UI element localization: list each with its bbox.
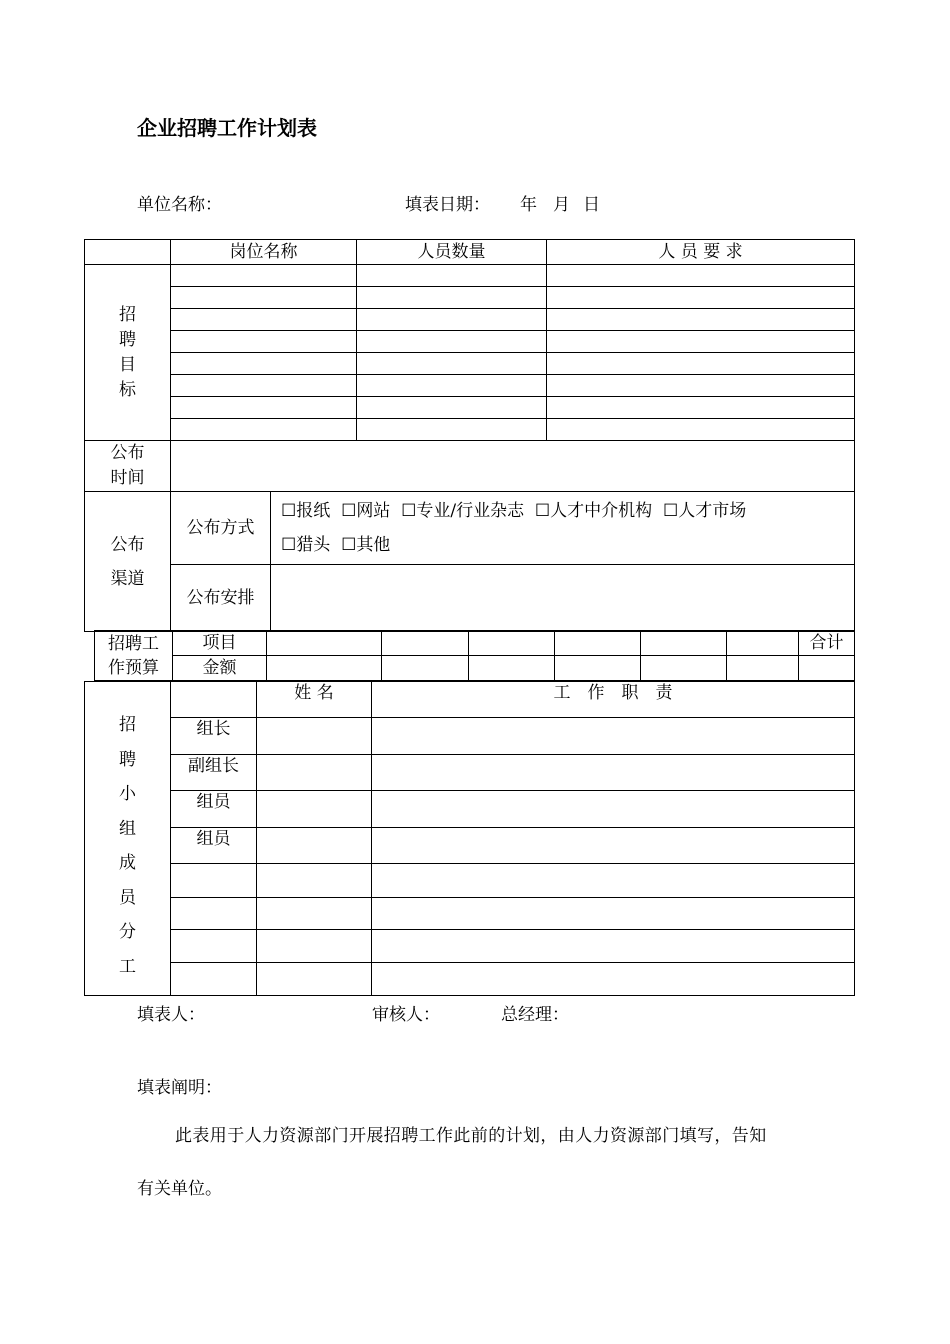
member-name-cell[interactable] [257, 864, 372, 898]
position-input-cell[interactable] [171, 419, 357, 441]
requirements-input-cell[interactable] [547, 265, 855, 287]
requirements-input-cell[interactable] [547, 375, 855, 397]
budget-total-cell[interactable] [799, 656, 855, 681]
col-position-header: 岗位名称 [171, 240, 357, 265]
requirements-input-cell[interactable] [547, 309, 855, 331]
col-count-header: 人员数量 [357, 240, 547, 265]
member-name-cell[interactable] [257, 718, 372, 755]
member-duty-cell[interactable] [372, 791, 855, 828]
budget-section-label: 招聘工 作预算 [95, 631, 173, 681]
recruitment-team-table [84, 681, 855, 996]
publish-arrangement-input-cell[interactable] [271, 565, 855, 632]
budget-item-cell[interactable] [469, 631, 555, 656]
page-title: 企业招聘工作计划表 [137, 116, 317, 140]
checkbox-agency[interactable]: ☐人才中介机构 [534, 501, 653, 521]
recruitment-target-table [84, 239, 855, 632]
budget-amount-label: 金额 [173, 656, 267, 681]
member-name-cell[interactable] [257, 791, 372, 828]
member-duty-cell[interactable] [372, 930, 855, 963]
notes-line-1: 此表用于人力资源部门开展招聘工作此前的计划，由人力资源部门填写，告知 [175, 1126, 767, 1146]
manager-label: 总经理： [501, 1005, 569, 1025]
checkbox-newspaper[interactable]: ☐报纸 [281, 501, 331, 521]
count-input-cell[interactable] [357, 265, 547, 287]
member-name-cell[interactable] [257, 898, 372, 930]
checkbox-headhunter[interactable]: ☐猎头 [281, 535, 331, 555]
member-duty-cell[interactable] [372, 718, 855, 755]
checkbox-magazine[interactable]: ☐专业/行业杂志 [401, 501, 525, 521]
position-input-cell[interactable] [171, 287, 357, 309]
member-name-cell[interactable] [257, 828, 372, 864]
count-input-cell[interactable] [357, 397, 547, 419]
unit-name-label: 单位名称： [137, 195, 222, 215]
checkbox-website[interactable]: ☐网站 [341, 501, 391, 521]
checkbox-other[interactable]: ☐其他 [341, 535, 391, 555]
publish-arrangement-label: 公布安排 [171, 565, 271, 632]
budget-amount-cell[interactable] [555, 656, 641, 681]
member-duty-cell[interactable] [372, 828, 855, 864]
budget-item-cell[interactable] [555, 631, 641, 656]
budget-total-label: 合计 [799, 631, 855, 656]
notes-line-2: 有关单位。 [137, 1179, 222, 1199]
publish-method-label: 公布方式 [171, 492, 271, 565]
reviewer-label: 审核人： [372, 1005, 440, 1025]
budget-table [94, 630, 855, 681]
count-input-cell[interactable] [357, 419, 547, 441]
count-input-cell[interactable] [357, 353, 547, 375]
team-section-label: 招 聘 小 组 成 员 分 工 [85, 682, 171, 996]
role-header-cell [171, 682, 257, 718]
date-month-label: 月 [553, 195, 570, 215]
target-section-label: 招 聘 目 标 [85, 265, 171, 441]
role-cell[interactable] [171, 963, 257, 996]
requirements-input-cell[interactable] [547, 331, 855, 353]
member-duty-cell[interactable] [372, 898, 855, 930]
member-name-cell[interactable] [257, 755, 372, 791]
position-input-cell[interactable] [171, 331, 357, 353]
budget-item-cell[interactable] [641, 631, 727, 656]
col-requirements-header: 人 员 要 求 [547, 240, 855, 265]
count-input-cell[interactable] [357, 309, 547, 331]
requirements-input-cell[interactable] [547, 353, 855, 375]
requirements-input-cell[interactable] [547, 397, 855, 419]
role-cell[interactable] [171, 898, 257, 930]
role-cell[interactable] [171, 864, 257, 898]
role-member: 组员 [171, 828, 257, 864]
role-cell[interactable] [171, 930, 257, 963]
count-input-cell[interactable] [357, 287, 547, 309]
budget-amount-cell[interactable] [267, 656, 382, 681]
member-name-cell[interactable] [257, 963, 372, 996]
position-input-cell[interactable] [171, 375, 357, 397]
count-input-cell[interactable] [357, 375, 547, 397]
col-duty-header: 工 作 职 责 [372, 682, 855, 718]
member-duty-cell[interactable] [372, 963, 855, 996]
member-name-cell[interactable] [257, 930, 372, 963]
role-member: 组员 [171, 791, 257, 828]
publish-method-options [271, 492, 855, 565]
role-leader: 组长 [171, 718, 257, 755]
member-duty-cell[interactable] [372, 755, 855, 791]
filler-label: 填表人： [137, 1005, 205, 1025]
date-year-label: 年 [520, 195, 537, 215]
budget-amount-cell[interactable] [641, 656, 727, 681]
role-deputy-leader: 副组长 [171, 755, 257, 791]
member-duty-cell[interactable] [372, 864, 855, 898]
budget-amount-cell[interactable] [727, 656, 799, 681]
budget-item-cell[interactable] [382, 631, 469, 656]
budget-amount-cell[interactable] [469, 656, 555, 681]
checkbox-talent-market[interactable]: ☐人才市场 [662, 501, 747, 521]
requirements-input-cell[interactable] [547, 419, 855, 441]
position-input-cell[interactable] [171, 309, 357, 331]
budget-item-label: 项目 [173, 631, 267, 656]
position-input-cell[interactable] [171, 397, 357, 419]
budget-amount-cell[interactable] [382, 656, 469, 681]
publish-channel-label: 公布 渠道 [85, 492, 171, 632]
position-input-cell[interactable] [171, 265, 357, 287]
count-input-cell[interactable] [357, 331, 547, 353]
col-name-header: 姓 名 [257, 682, 372, 718]
corner-cell [85, 240, 171, 265]
publish-time-input-cell[interactable] [171, 441, 855, 492]
notes-heading: 填表阐明： [137, 1078, 222, 1098]
date-day-label: 日 [583, 195, 600, 215]
budget-item-cell[interactable] [727, 631, 799, 656]
publish-time-label: 公布 时间 [85, 441, 171, 492]
position-input-cell[interactable] [171, 353, 357, 375]
requirements-input-cell[interactable] [547, 287, 855, 309]
fill-date-label: 填表日期： [405, 195, 490, 215]
budget-item-cell[interactable] [267, 631, 382, 656]
